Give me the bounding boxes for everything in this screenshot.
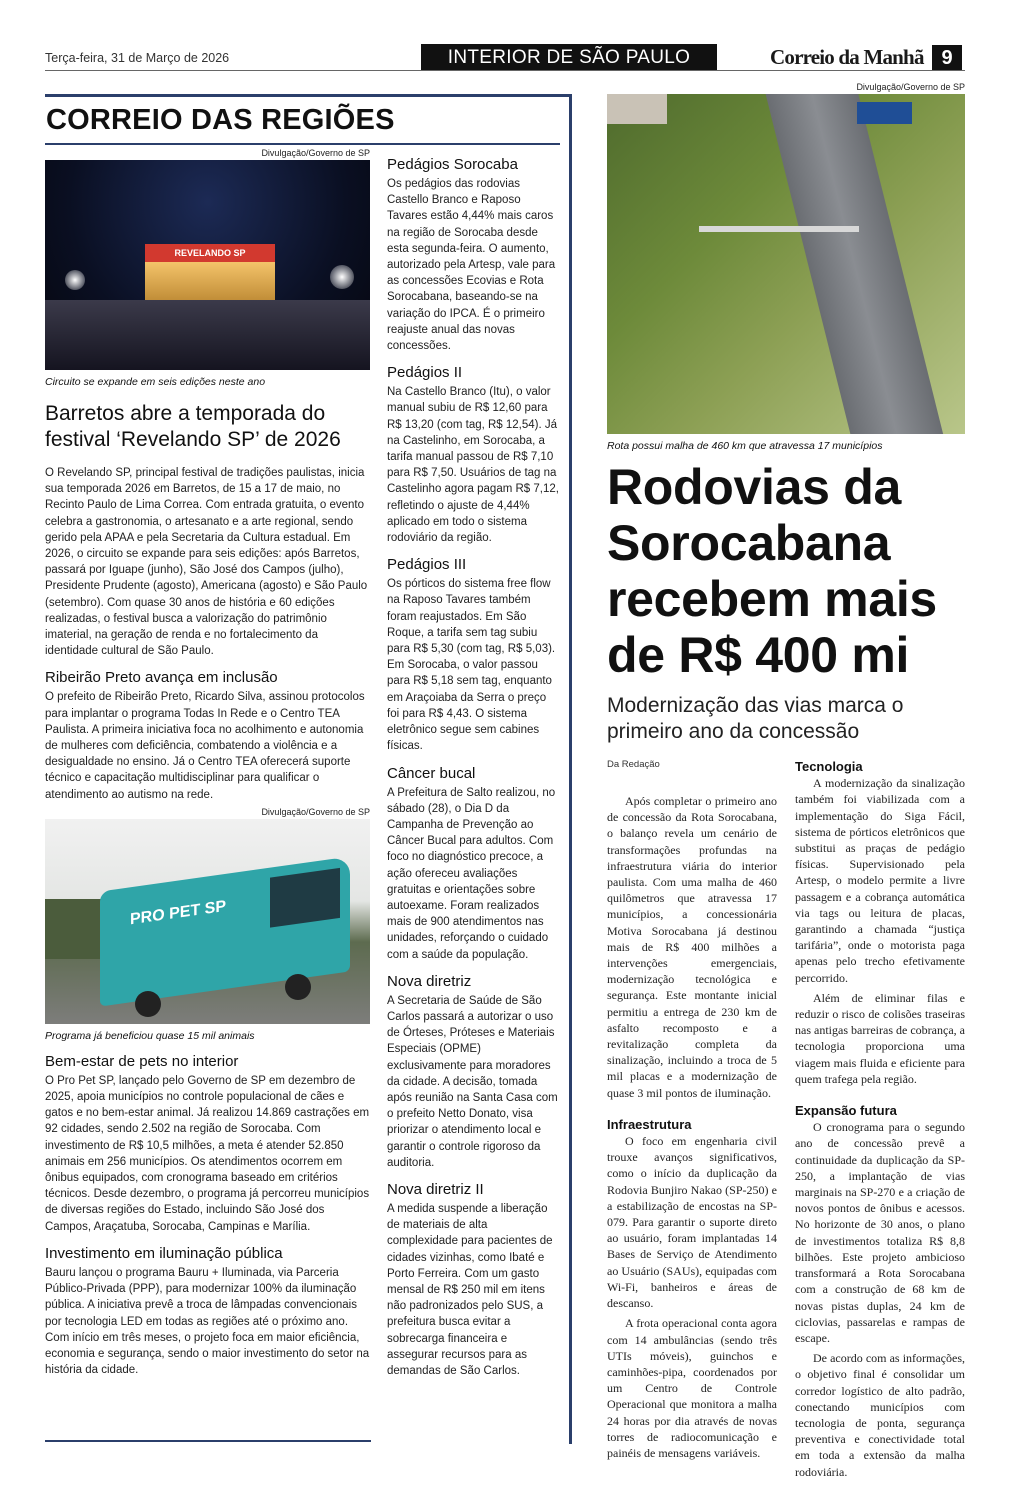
photo-credit: Divulgação/Governo de SP [856,82,965,92]
note-title: Câncer bucal [387,764,476,782]
box-bottom-rule [45,1440,371,1442]
toll-gantry [699,226,859,232]
article-body: Bauru lançou o programa Bauru + Iluminada, via Parceria Público-Privada (PPP), para modernizar 100% da iluminação pública. A iniciativa prevê a troca de lâmpadas convencionais por tecnologia LED em todas as regiões até o próximo ano. Com início em três meses, o projeto foca em maior eficiência, economia e segurança, sendo o maior investimento do setor na história da cidade. [45,1266,370,1377]
note-body: A medida suspende a liberação de materiais de alta complexidade para pacientes de cidades vizinhas, como Ibaté e Porto Ferreira. Com um gasto mensal de R$ 250 mil em itens não padronizados pelo SUS, a prefeitura busca evitar a sobrecarga financeira e assegurar recursos para as demandas de São Carlos. [387,1202,553,1377]
festival-photo [45,160,370,370]
main-deck: Modernização das vias marca o primeiro ano da concessão [607,694,904,743]
highway-aerial-photo [607,94,965,434]
issue-date: Terça-feira, 31 de Março de 2026 [45,51,230,65]
crowd [45,300,370,370]
photo-credit: Divulgação/Governo de SP [261,148,370,158]
page-number: 9 [932,45,962,71]
note-title: Pedágios II [387,364,463,382]
article-title: Investimento em iluminação pública [45,1244,283,1262]
note-title: Pedágios Sorocaba [387,156,518,173]
article-paragraph: De acordo com as informações, o objetivo final é consolidar um corredor logístico de alto padrão, conectando municípios com tecnologia de ponta, segurança preventiva e conectividade total em toda a extensão da malha rodoviária. [795,1351,965,1479]
note-body: Os pórticos do sistema free flow na Raposo Tavares também foram reajustados. Em São Roque, a tarifa sem tag subiu para R$ 5,30 (com tag, R$ 5,03). Em Sorocaba, o valor passou para R$ 5,18 sem tag, enquanto em Araçoiaba da Serra o preço foi para R$ 4,43. O sistema eletrônico segue sem cabines físicas. [387,578,556,753]
box-top-rule [45,94,572,97]
note-body: Os pedágios das rodovias Castello Branco e Raposo Tavares estão 4,44% mais caros na região de Sorocaba desde esta segunda-feira. O aumento, autorizado pela Artesp, vale para as concessões Ecovias e Rota Sorocabana, baseando-se na variação do IPCA. É o primeiro reajuste anual das novas concessões. [387,178,556,353]
column-kicker: CORREIO DAS REGIÕES [46,104,395,136]
kicker-rule [45,143,560,145]
stage-banner: REVELANDO SP [145,244,275,262]
photo-caption: Circuito se expande em seis edições neste ano [45,376,266,388]
note-title: Nova diretriz [387,972,472,990]
highway [758,94,957,434]
article-body: O Revelando SP, principal festival de tradições paulistas, inicia sua temporada 2026 em Barretos, de 15 a 17 de maio, no Recinto Paulo de Lima Correa. Com entrada gratuita, o evento celebra a gastronomia, o artesanato e a arte regional, sendo gerido pela APAA e pela Secretaria da Cultura estadual. Em 2026, o circuito se expande para seis edições: após Barretos, passará por Iguape (junho), São José dos Campos (julho), Presidente Prudente (agosto), Americana (agosto) e São Paulo (setembro). Com quase 30 anos de história e 60 edições realizadas, o festival busca a valorização do patrimônio imaterial, na geração de renda e no fortalecimento da identidade cultural de São Paulo. [45,467,368,658]
subhead: Tecnologia [795,759,863,774]
photo-caption: Rota possui malha de 460 km que atravessa 17 municípios [607,440,883,452]
bus-wheel [135,991,161,1017]
newspaper-logo: Correio da Manhã [770,45,924,69]
article-paragraph: Após completar o primeiro ano de concessão da Rota Sorocabana, o balanço revela um cenário de transformações profundas na infraestrutura viária do interior paulista. Com uma malha de 460 quilômetros que atravessa 17 municípios, a concessionária Motiva Sorocabana já destinou mais de R$ 400 milhões a intervenções emergenciais, modernização tecnológica e segurança. Este montante inicial permitiu a entrega de 230 km de asfalto recomposto e a revitalização completa da sinalização, incluindo a troca de 5 mil placas e a modernização de quase 3 mil pontos de iluminação. [607,794,777,1100]
article-body: O prefeito de Ribeirão Preto, Ricardo Silva, assinou protocolos para implantar o programa Todas In Rede e o Centro TEA Paulista. A primeira iniciativa foca no acolhimento e autonomia de mulheres com deficiência, combatendo a violência e a desigualdade no ensino. Já o Centro TEA oferecerá suporte técnico e capacitação multidisciplinar para qualificar o atendimento ao autismo na rede. [45,691,365,801]
main-headline: Rodovias da Sorocabana recebem mais de R$ 400 mi [607,459,937,683]
subhead: Expansão futura [795,1103,897,1119]
section-title: INTERIOR DE SÃO PAULO [421,44,717,71]
article-paragraph: A modernização da sinalização também foi viabilizada com a implementação do Siga Fácil, sistema de pórticos eletrônicos que substitui as praças de pedágio físicas. Supervisionado pela Artesp, o modelo permite a livre passagem e a cobrança automática via tags ou leitura de placas, garantindo a chamada “justiça tarifária”, onde o motorista paga apenas pelo trecho efetivamente percorrido. [795,776,965,985]
article-paragraph: Além de eliminar filas e reduzir o risco de colisões traseiras nas antigas barreiras de cobrança, a tecnologia proporciona uma viagem mais fluida e eficiente para quem trafega pela região. [795,990,965,1086]
pet-bus-photo [45,819,370,1024]
header-divider [45,70,965,71]
building [857,102,912,124]
article-paragraph: A frota operacional conta agora com 14 ambulâncias (sendo três UTIs móveis), guinchos e caminhões-pipa, coordenados por um Centro de Controle Operacional que monitora a malha 24 horas por dia através de novas torres de radiocomunicação e painéis de mensagens variáveis. [607,1316,777,1460]
article-paragraph: O foco em engenharia civil trouxe avanços significativos, como o início da duplicação da Rodovia Bunjiro Nakao (SP-250) e a estabilização de encostas na SP-079. Para garantir o suporte direto ao usuário, foram implantadas 14 Bases de Serviço de Atendimento ao Usuário (SAUs), equipadas com Wi-Fi, banheiros e áreas de descanso. [607,1134,777,1311]
bus-windshield [270,868,340,928]
article-headline: Barretos abre a temporada do festival ‘Revelando SP’ de 2026 [45,402,341,451]
left-column [45,148,370,1378]
note-body: Na Castello Branco (Itu), o valor manual subiu de R$ 12,60 para R$ 13,20 (com tag, R$ 12,54). Já na Castelinho, em Sorocaba, a tarifa manual passou de R$ 7,10 para R$ 7,50. Usuários de tag na Castelinho agora pagam R$ 7,12, refletindo o ajuste de 4,44% aplicado em todo o sistema rodoviário da região. [387,386,559,545]
article-title: Bem-estar de pets no interior [45,1052,239,1070]
article-paragraph: O cronograma para o segundo ano de concessão prevê a continuidade da duplicação da SP-250, a implantação de vias marginais na SP-270 e a criação de novos pontos de ônibus e acessos. No horizonte de 30 anos, o plano de investimentos totaliza R$ 8,8 bilhões. Este projeto ambicioso transformará a Rota Sorocabana com a construção de 68 km de novas pistas duplas, 24 km de ciclovias, passarelas e rampas de escape. [795,1120,965,1345]
bus [100,856,350,1006]
houses [607,94,667,124]
bus-logo: PRO PET SP [130,897,227,929]
main-article [607,82,965,1480]
bus-wheel [285,974,311,1000]
byline: Da Redação [607,759,660,770]
article-body: O Pro Pet SP, lançado pelo Governo de SP em dezembro de 2025, apoia municípios no controle populacional de cães e gatos e no bem-estar animal. Já realizou 14.869 castrações em 92 cidades, sendo 2.502 na região de Sorocaba. Com investimento de R$ 10,5 milhões, a meta é atender 52.850 animais em 256 municípios. Os atendimentos ocorrem em ônibus equipados, com cronograma baseado em critérios técnicos. Desde dezembro, o programa já percorreu municípios de diversas regiões do Estado, incluindo São José dos Campos, Araçatuba, Sorocaba, Campinas e Marília. [45,1074,370,1233]
photo-caption: Programa já beneficiou quase 15 mil animais [45,1029,255,1042]
photo-credit: Divulgação/Governo de SP [261,806,370,817]
article-title: Ribeirão Preto avança em inclusão [45,669,278,687]
article-column-2 [795,759,965,1480]
note-title: Nova diretriz II [387,1180,484,1198]
subhead: Infraestrutura [607,1116,692,1132]
note-body: A Secretaria de Saúde de São Carlos passará a autorizar o uso de Órteses, Próteses e Materiais Especiais (OPME) exclusivamente para moradores da cidade. A decisão, tomada após reunião na Santa Casa com o prefeito Netto Donato, visa priorizar o atendimento local e garantir o controle rigoroso da auditoria. [387,994,558,1169]
spotlight [65,270,85,290]
note-body: A Prefeitura de Salto realizou, no sábado (28), o Dia D da Campanha de Prevenção ao Câncer Bucal para adultos. Com foco no diagnóstico precoce, a ação ofereceu avaliações gratuitas e orientações sobre autoexame. Foram realizados mais de 900 atendimentos nas unidades, reforçando o cuidado com a saúde da população. [387,786,556,961]
notes-column [387,146,559,1379]
article-column-1 [607,759,777,1480]
note-title: Pedágios III [387,556,467,574]
box-right-rule [569,94,572,1444]
spotlight [330,265,354,289]
